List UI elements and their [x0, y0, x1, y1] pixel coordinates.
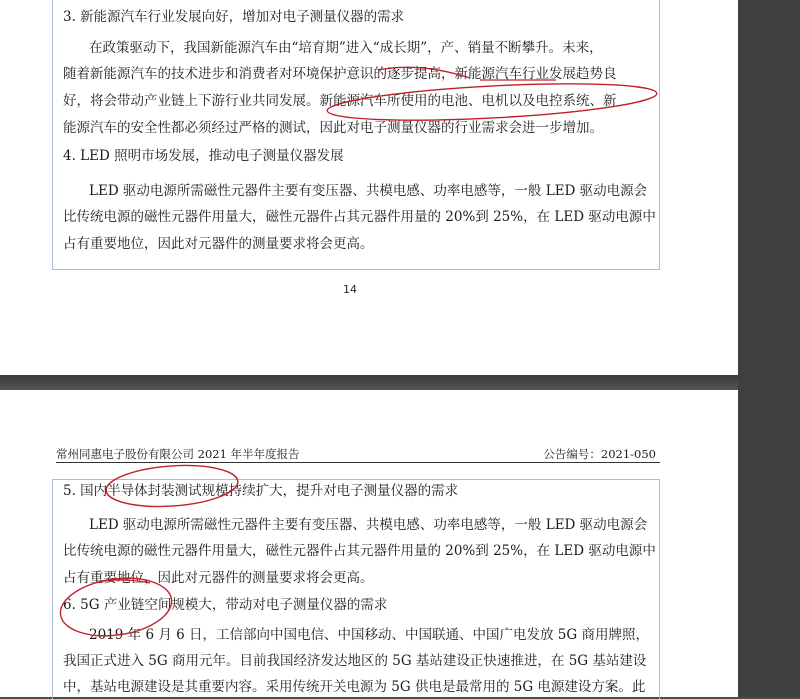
page-gap	[0, 375, 738, 390]
document-page-14	[0, 0, 738, 375]
paragraph-line: 比传统电源的磁性元器件用量大，磁性元器件占其元器件用量的 20%到 25%，在 LED 驱动电源中	[63, 543, 656, 559]
announcement-number: 公告编号：2021-050	[543, 447, 656, 461]
text-box	[52, 479, 660, 699]
paragraph-line: 2019 年 6 月 6 日，工信部向中国电信、中国移动、中国联通、中国广电发放 5G 商用牌照，	[89, 627, 649, 643]
report-header	[56, 446, 660, 463]
paragraph-line: 比传统电源的磁性元器件用量大，磁性元器件占其元器件用量的 20%到 25%，在 LED 驱动电源中	[63, 209, 656, 225]
section-heading-3: 3. 新能源汽车行业发展向好，增加对电子测量仪器的需求	[63, 9, 405, 25]
paragraph-line: LED 驱动电源所需磁性元器件主要有变压器、共模电感、功率电感等，一般 LED 驱动电源会	[89, 183, 648, 199]
text-box	[52, 0, 660, 270]
paragraph-line: 我国正式进入 5G 商用元年。目前我国经济发达地区的 5G 基站建设正快速推进，在 5G 基站建设	[63, 653, 647, 669]
paragraph-line: 占有重要地位，因此对元器件的测量要求将会更高。	[63, 236, 374, 252]
company-report-title: 常州同惠电子股份有限公司 2021 年半年度报告	[56, 447, 300, 461]
document-page-15	[0, 390, 738, 697]
viewer-background	[738, 0, 800, 697]
paragraph-line: 能源汽车的安全性都必须经过严格的测试，因此对电子测量仪器的行业需求会进一步增加。	[63, 120, 603, 136]
section-heading-5: 5. 国内半导体封装测试规模持续扩大，提升对电子测量仪器的需求	[63, 483, 459, 499]
section-heading-6: 6. 5G 产业链空间规模大，带动对电子测量仪器的需求	[63, 597, 388, 613]
paragraph-line: 在政策驱动下，我国新能源汽车由“培育期”进入“成长期”，产、销量不断攀升。未来，	[89, 40, 603, 56]
section-heading-4: 4. LED 照明市场发展，推动电子测量仪器发展	[63, 148, 344, 164]
paragraph-line: 中，基站电源建设是其重要内容。采用传统开关电源为 5G 供电是最常用的 5G 电源建设方案。此	[63, 679, 646, 695]
paragraph-line: LED 驱动电源所需磁性元器件主要有变压器、共模电感、功率电感等，一般 LED 驱动电源会	[89, 517, 648, 533]
paragraph-line: 随着新能源汽车的技术进步和消费者对环境保护意识的逐步提高，新能源汽车行业发展趋势良	[63, 66, 617, 82]
paragraph-line: 占有重要地位，因此对元器件的测量要求将会更高。	[63, 570, 374, 586]
page-number: 14	[343, 283, 357, 296]
paragraph-line: 好，将会带动产业链上下游行业共同发展。新能源汽车所使用的电池、电机以及电控系统、新	[63, 93, 617, 109]
